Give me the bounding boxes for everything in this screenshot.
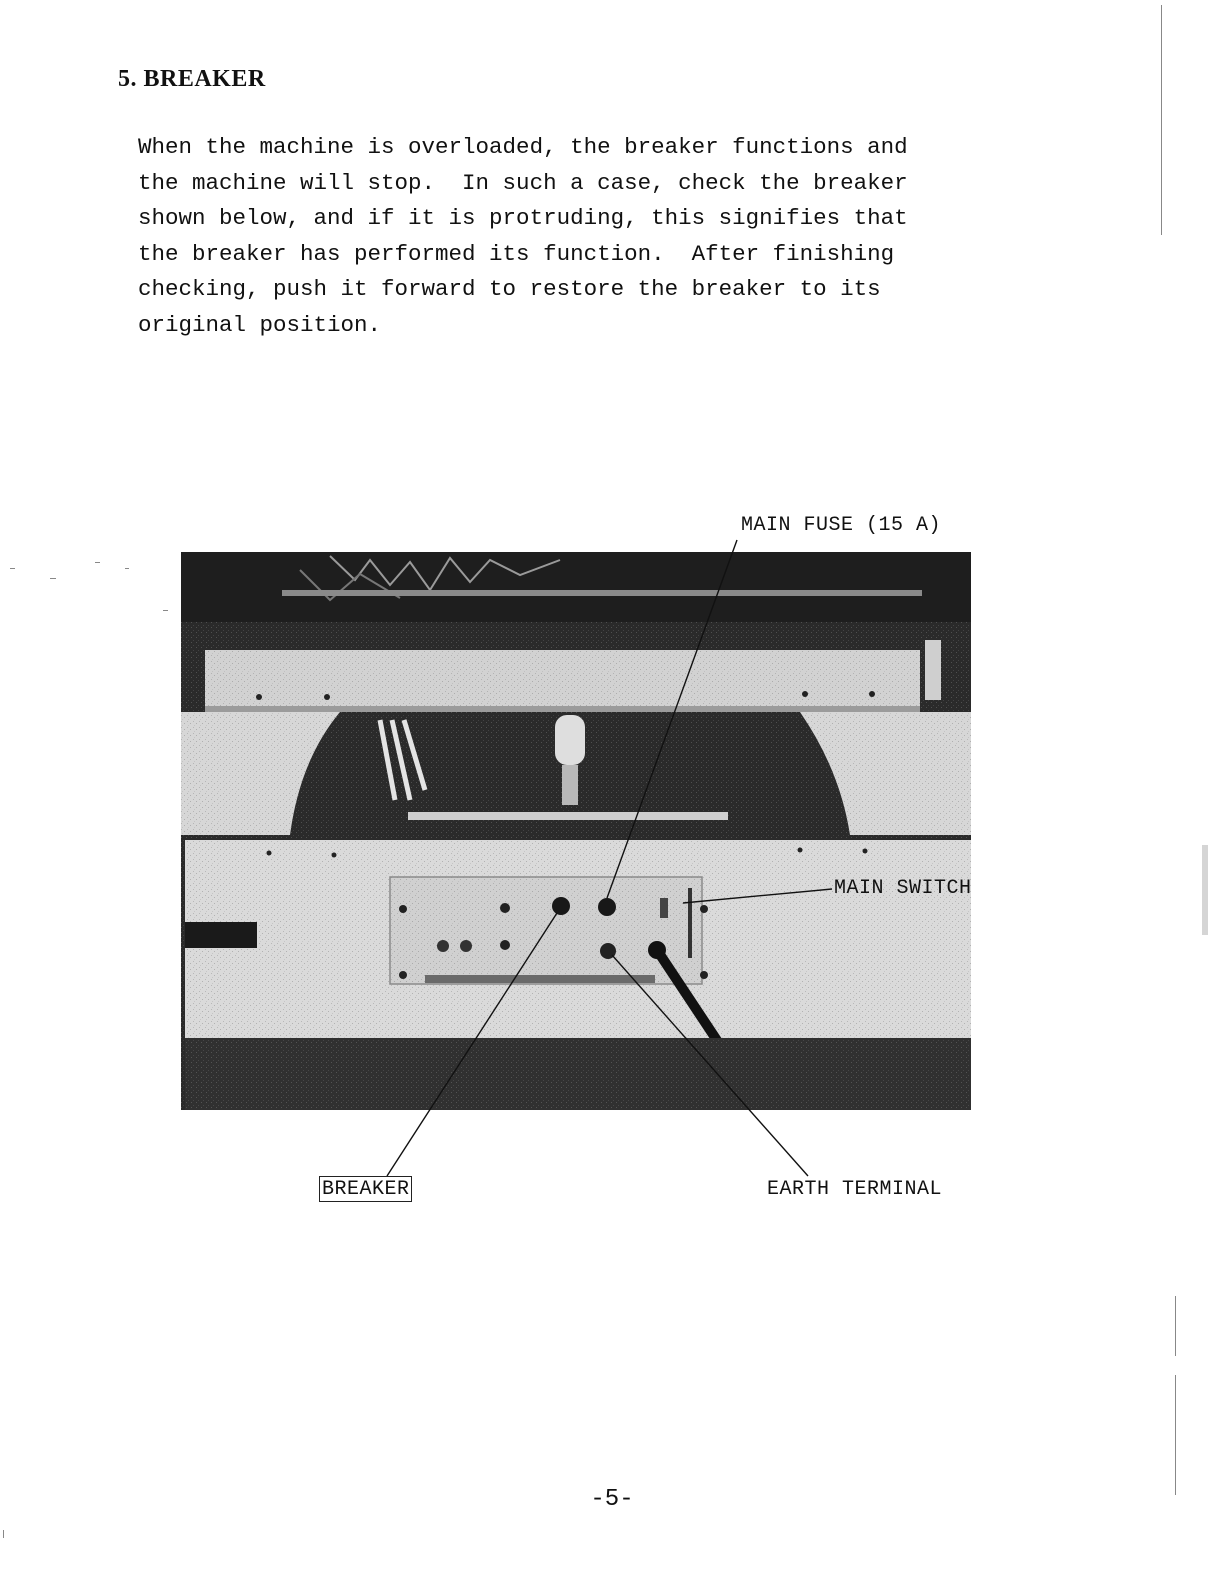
page-number: -5- [590, 1486, 634, 1513]
main-fuse-label: MAIN FUSE (15 A) [741, 514, 942, 537]
paragraph-line: checking, push it forward to restore the breaker to its [138, 276, 881, 303]
main-switch-label: MAIN SWITCH [834, 877, 972, 900]
paragraph-line: the machine will stop. In such a case, check the breaker [138, 169, 908, 196]
earth-terminal-label: EARTH TERMINAL [767, 1178, 943, 1201]
section-heading: 5. BREAKER [118, 66, 266, 92]
paragraph-line: the breaker has performed its function. After finishing [138, 240, 895, 267]
paragraph-line: original position. [138, 311, 382, 338]
breaker-label: BREAKER [319, 1176, 412, 1202]
paragraph-line: shown below, and if it is protruding, this signifies that [138, 205, 908, 232]
paragraph-line: When the machine is overloaded, the breaker functions and [138, 134, 908, 160]
